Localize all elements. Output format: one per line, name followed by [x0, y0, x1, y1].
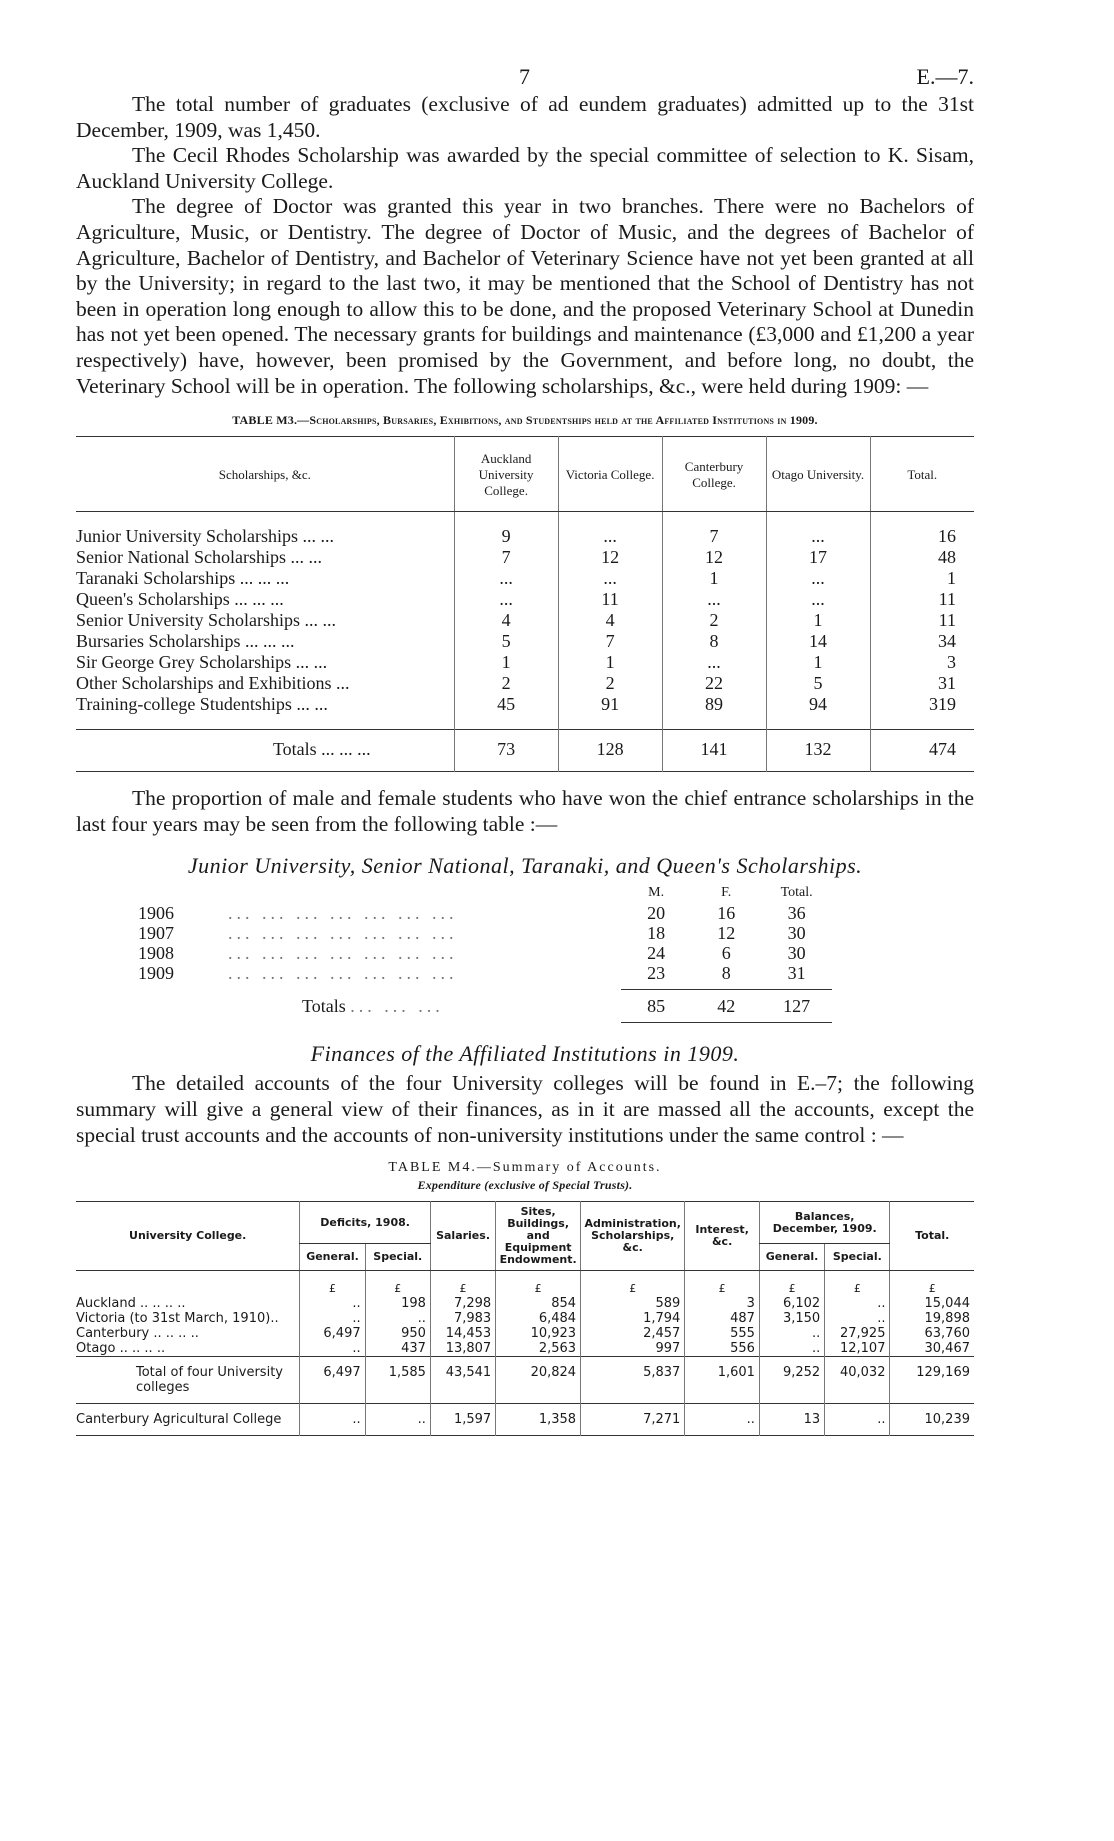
- page-number: 7: [519, 64, 530, 89]
- table-row: [132, 943, 832, 963]
- row-label: Victoria (to 31st March, 1910)..: [76, 1311, 279, 1327]
- col-def-general: General.: [300, 1244, 365, 1271]
- year: 1909: [138, 963, 174, 984]
- cell: 3: [685, 1296, 760, 1311]
- cell: 437: [365, 1341, 430, 1357]
- row-label: Other Scholarships and Exhibitions: [76, 673, 332, 694]
- col-otago: Otago University.: [766, 437, 870, 512]
- cell: ..: [825, 1296, 890, 1311]
- row-leader: ... ...: [296, 694, 328, 715]
- col-college: University College.: [76, 1202, 300, 1271]
- col-admin: Administration, Scholarships, &c.: [581, 1202, 685, 1271]
- row-leader: ... ... ...: [350, 996, 444, 1017]
- cell: 1,358: [496, 1404, 581, 1436]
- cell: 23: [647, 963, 666, 984]
- cell: 6,497: [300, 1326, 365, 1341]
- cell: 6: [721, 943, 731, 964]
- cell: 17: [766, 547, 870, 568]
- cell: 556: [685, 1341, 760, 1357]
- col-f: F.: [721, 885, 732, 901]
- cell: 18: [647, 923, 666, 944]
- col-sites: Sites, Buildings, and Equipment Endowment.: [496, 1202, 581, 1271]
- year: 1908: [138, 943, 174, 964]
- cell: 2: [662, 610, 766, 631]
- unit-label: £: [581, 1271, 685, 1297]
- col-bal-special: Special.: [825, 1244, 890, 1271]
- cell: ...: [454, 589, 558, 610]
- row-leader: ... ...: [262, 631, 295, 652]
- cell: 7: [558, 631, 662, 652]
- totals-label: Totals: [272, 739, 317, 760]
- cell: 10,923: [496, 1326, 581, 1341]
- cell: 132: [766, 730, 870, 772]
- cell: 6,102: [759, 1296, 824, 1311]
- cell: 20: [647, 903, 666, 924]
- row-label: Senior University Scholarships: [76, 610, 300, 631]
- cell: 11: [870, 610, 974, 631]
- cell: 2,563: [496, 1341, 581, 1357]
- cell: 63,760: [890, 1326, 974, 1341]
- cell: 1: [454, 652, 558, 673]
- col-scholarships: Scholarships, &c.: [76, 437, 454, 512]
- cell: ..: [300, 1311, 365, 1326]
- table-row: [76, 1311, 974, 1326]
- cell: 24: [647, 943, 666, 964]
- cell: 94: [766, 694, 870, 715]
- cell: 1: [662, 568, 766, 589]
- cell: 198: [365, 1296, 430, 1311]
- cell: 14: [766, 631, 870, 652]
- unit-label: £: [825, 1271, 890, 1297]
- cell: 7,298: [430, 1296, 495, 1311]
- table-row: [132, 903, 832, 923]
- paragraph-graduates: The total number of graduates (exclusive of ad eundem graduates) admitted up to the 31st December, 1909, was 1,450.: [76, 92, 974, 142]
- cell: 474: [870, 730, 974, 772]
- cell: 85: [647, 996, 666, 1017]
- unit-label: £: [890, 1271, 974, 1297]
- cell: 13,807: [430, 1341, 495, 1357]
- cell: 31: [787, 963, 806, 984]
- cell: 2,457: [581, 1326, 685, 1341]
- table-row: [76, 547, 974, 568]
- cell: ...: [662, 589, 766, 610]
- table-row: [132, 963, 832, 983]
- cell: 3,150: [759, 1311, 824, 1326]
- table-row: [76, 1404, 974, 1436]
- table-row: [76, 652, 974, 673]
- cell: ..: [300, 1404, 365, 1436]
- cell: 9,252: [759, 1357, 824, 1404]
- cell: ..: [365, 1311, 430, 1326]
- row-label: Bursaries Scholarships ...: [76, 631, 259, 652]
- cell: 8: [662, 631, 766, 652]
- cell: 31: [870, 673, 974, 694]
- cell: ..: [365, 1404, 430, 1436]
- cell: 1,597: [430, 1404, 495, 1436]
- document-page: [76, 58, 974, 1436]
- cell: 40,032: [825, 1357, 890, 1404]
- col-m: M.: [648, 885, 665, 901]
- paragraph-rhodes: The Cecil Rhodes Scholarship was awarded by the special committee of selection to K. Sisam, Auckland University College.: [76, 143, 974, 193]
- totals-label: Total of four University colleges: [76, 1357, 300, 1404]
- cell: ..: [759, 1341, 824, 1357]
- cell: 555: [685, 1326, 760, 1341]
- unit-label: £: [496, 1271, 581, 1297]
- col-total: Total.: [870, 437, 974, 512]
- row-leader: ... ...: [295, 652, 328, 673]
- cell: 854: [496, 1296, 581, 1311]
- row-leader: ... ...: [257, 568, 290, 589]
- cell: 1,794: [581, 1311, 685, 1326]
- unit-label: £: [759, 1271, 824, 1297]
- cell: 11: [870, 589, 974, 610]
- cell: ..: [825, 1404, 890, 1436]
- cell: 42: [717, 996, 736, 1017]
- col-victoria: Victoria College.: [558, 437, 662, 512]
- col-balances: Balances, December, 1909.: [759, 1202, 890, 1244]
- row-leader: ... ... ...: [321, 739, 371, 760]
- cell: ...: [766, 589, 870, 610]
- ratio-table-title: Junior University, Senior National, Taranaki, and Queen's Scholarships.: [187, 853, 863, 879]
- row-label: Sir George Grey Scholarships: [76, 652, 292, 673]
- totals-label: Totals: [301, 996, 346, 1017]
- cell: 4: [558, 610, 662, 631]
- row-label: Canterbury Agricultural College: [76, 1404, 300, 1436]
- table-m3-caption: TABLE M3.—Scholarships, Bursaries, Exhibitions, and Studentships held at the Affiliated Institutions in 1909.: [232, 413, 818, 428]
- cell: 48: [870, 547, 974, 568]
- row-leader: ... ...: [290, 547, 322, 568]
- col-auckland: Auckland University College.: [454, 437, 558, 512]
- cell: 129,169: [890, 1357, 974, 1404]
- cell: 30: [787, 923, 806, 944]
- year: 1906: [138, 903, 174, 924]
- table-row: [76, 1296, 974, 1311]
- table-m4-subcaption: Expenditure (exclusive of Special Trusts).: [417, 1178, 633, 1193]
- cell: 1: [870, 568, 974, 589]
- cell: 6,497: [300, 1357, 365, 1404]
- row-label: Auckland .. .. .. ..: [76, 1296, 186, 1312]
- cell: 1: [766, 610, 870, 631]
- table-header-row: [76, 437, 974, 512]
- col-total: Total.: [780, 885, 813, 901]
- document-reference: E.—7.: [916, 64, 974, 89]
- cell: 91: [558, 694, 662, 715]
- cell: 30,467: [890, 1341, 974, 1357]
- cell: 9: [454, 526, 558, 547]
- row-leader: ... ... ... ... ... ... ...: [227, 963, 458, 984]
- table-row: [76, 589, 974, 610]
- cell: ...: [766, 526, 870, 547]
- cell: 43,541: [430, 1357, 495, 1404]
- cell: 12: [717, 923, 736, 944]
- cell: ...: [558, 526, 662, 547]
- table-row: [76, 631, 974, 652]
- cell: ..: [300, 1341, 365, 1357]
- cell: 12: [662, 547, 766, 568]
- cell: 1: [558, 652, 662, 673]
- cell: 1: [766, 652, 870, 673]
- cell: 27,925: [825, 1326, 890, 1341]
- cell: 4: [454, 610, 558, 631]
- cell: 14,453: [430, 1326, 495, 1341]
- col-interest: Interest, &c.: [685, 1202, 760, 1271]
- table-m3: [76, 436, 974, 772]
- paragraph-finances: The detailed accounts of the four University colleges will be found in E.–7; the following summary will give a general view of their finances, as in it are massed all the accounts, except the special trust accounts and the accounts of non-university institutions under the same control : —: [76, 1071, 974, 1147]
- paragraph-degrees: The degree of Doctor was granted this year in two branches. There were no Bachelors of Agriculture, Music, or Dentistry. The degree of Doctor of Music, and the degrees of Bachelor of Agriculture, Bachelor of Dentistry, and Bachelor of Veterinary Science have not yet been granted at all by the University; in regard to the last two, it may be mentioned that the School of Dentistry has not been in operation long enough to allow this to be done, and the proposed Veterinary School at Dunedin has not yet been opened. The necessary grants for buildings and maintenance (£3,000 and £1,200 a year respectively) have, however, been promised by the Government, and before long, no doubt, the Veterinary School will be in operation. The following scholarships, &c., were held during 1909: —: [76, 194, 974, 398]
- cell: ...: [558, 568, 662, 589]
- paragraph-proportion: The proportion of male and female students who have won the chief entrance scholarships in the last four years may be seen from the following table :—: [76, 786, 974, 836]
- cell: 8: [721, 963, 731, 984]
- cell: 2: [454, 673, 558, 694]
- row-leader: ... ... ... ... ... ... ...: [227, 923, 458, 944]
- cell: 30: [787, 943, 806, 964]
- cell: 950: [365, 1326, 430, 1341]
- cell: 5: [454, 631, 558, 652]
- cell: 127: [783, 996, 811, 1017]
- row-label: Queen's Scholarships ...: [76, 589, 248, 610]
- cell: 3: [870, 652, 974, 673]
- cell: ...: [766, 568, 870, 589]
- totals-row: [76, 1357, 974, 1404]
- cell: 20,824: [496, 1357, 581, 1404]
- cell: 34: [870, 631, 974, 652]
- cell: 12: [558, 547, 662, 568]
- table-m4-caption: TABLE M4.—Summary of Accounts.: [388, 1160, 662, 1176]
- table-row: [76, 610, 974, 631]
- finances-title: Finances of the Affiliated Institutions in 1909.: [310, 1041, 740, 1067]
- table-row: [76, 1341, 974, 1357]
- table-row: [132, 923, 832, 943]
- cell: 487: [685, 1311, 760, 1326]
- cell: 128: [558, 730, 662, 772]
- cell: 141: [662, 730, 766, 772]
- table-row: [76, 568, 974, 589]
- cell: 7: [454, 547, 558, 568]
- cell: 11: [558, 589, 662, 610]
- cell: ..: [300, 1296, 365, 1311]
- cell: 16: [870, 526, 974, 547]
- cell: ..: [825, 1311, 890, 1326]
- row-label: Taranaki Scholarships ...: [76, 568, 254, 589]
- cell: 589: [581, 1296, 685, 1311]
- cell: 12,107: [825, 1341, 890, 1357]
- year: 1907: [138, 923, 174, 944]
- row-leader: ...: [335, 673, 350, 694]
- cell: 13: [759, 1404, 824, 1436]
- cell: 997: [581, 1341, 685, 1357]
- cell: 319: [870, 694, 974, 715]
- cell: 7: [662, 526, 766, 547]
- cell: 7,271: [581, 1404, 685, 1436]
- col-canterbury: Canterbury College.: [662, 437, 766, 512]
- cell: 10,239: [890, 1404, 974, 1436]
- totals-row: [76, 730, 974, 772]
- table-row: [76, 694, 974, 715]
- cell: ..: [685, 1404, 760, 1436]
- cell: 5: [766, 673, 870, 694]
- col-bal-general: General.: [759, 1244, 824, 1271]
- cell: 5,837: [581, 1357, 685, 1404]
- table-m4: [76, 1201, 974, 1436]
- row-leader: ... ...: [252, 589, 284, 610]
- col-total: Total.: [890, 1202, 974, 1271]
- col-deficits: Deficits, 1908.: [300, 1202, 431, 1244]
- cell: 7,983: [430, 1311, 495, 1326]
- cell: 89: [662, 694, 766, 715]
- table-row: [76, 1326, 974, 1341]
- unit-label: £: [300, 1271, 365, 1297]
- cell: ...: [454, 568, 558, 589]
- col-salaries: Salaries.: [430, 1202, 495, 1271]
- col-def-special: Special.: [365, 1244, 430, 1271]
- cell: 73: [454, 730, 558, 772]
- cell: 15,044: [890, 1296, 974, 1311]
- cell: 22: [662, 673, 766, 694]
- cell: 2: [558, 673, 662, 694]
- cell: ...: [662, 652, 766, 673]
- row-label: Junior University Scholarships: [76, 526, 298, 547]
- totals-row: [132, 990, 832, 1017]
- page-header: [76, 58, 974, 92]
- ratio-table: [132, 883, 832, 1023]
- unit-label: £: [365, 1271, 430, 1297]
- row-label: Canterbury .. .. .. ..: [76, 1326, 199, 1342]
- row-leader: ... ...: [302, 526, 334, 547]
- cell: 1,601: [685, 1357, 760, 1404]
- table-row: [76, 526, 974, 547]
- row-label: Training-college Studentships: [76, 694, 292, 715]
- row-label: Senior National Scholarships: [76, 547, 286, 568]
- cell: 1,585: [365, 1357, 430, 1404]
- row-leader: ... ... ... ... ... ... ...: [227, 903, 458, 924]
- table-row: [76, 673, 974, 694]
- row-leader: ... ... ... ... ... ... ...: [227, 943, 458, 964]
- row-label: Otago .. .. .. ..: [76, 1341, 166, 1357]
- cell: 16: [717, 903, 736, 924]
- cell: 19,898: [890, 1311, 974, 1326]
- unit-label: £: [430, 1271, 495, 1297]
- row-leader: ... ...: [304, 610, 336, 631]
- cell: 36: [787, 903, 806, 924]
- cell: 45: [454, 694, 558, 715]
- cell: 6,484: [496, 1311, 581, 1326]
- unit-label: £: [685, 1271, 760, 1297]
- cell: ..: [759, 1326, 824, 1341]
